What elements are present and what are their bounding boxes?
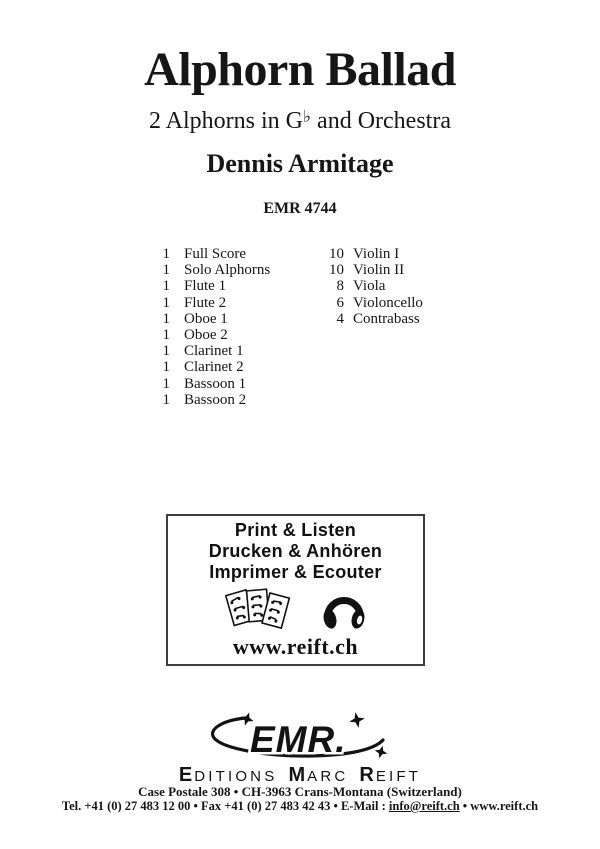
- instrument-name: Oboe 2: [184, 327, 228, 344]
- subtitle: [0, 108, 600, 134]
- instrument-name: Viola: [353, 278, 386, 295]
- flat-sign: ♭: [303, 107, 312, 126]
- instrument-quantity: 4: [336, 310, 344, 327]
- promo-icons-row: [168, 585, 423, 633]
- instrumentation-row: [148, 262, 270, 278]
- headphones-icon: [321, 585, 367, 633]
- contact-suffix: • www.reift.ch: [459, 799, 539, 813]
- emr-logo-graphic: [205, 711, 395, 763]
- instrumentation-right-column: [318, 246, 423, 327]
- publisher-word-initial: R: [359, 764, 376, 786]
- instrument-quantity: 1: [162, 294, 170, 311]
- page-title: Alphorn Ballad: [144, 43, 456, 96]
- contact-prefix: Tel. +41 (0) 27 483 12 00 • Fax +41 (0) 27 483 42 43 • E-Mail :: [61, 799, 389, 813]
- promo-line-english: Print & Listen: [234, 520, 357, 540]
- instrument-name: Bassoon 2: [184, 391, 247, 408]
- instrument-quantity: 1: [162, 327, 170, 344]
- instrument-quantity: 1: [162, 246, 170, 262]
- publisher-word-initial: E: [178, 764, 195, 786]
- instrument-quantity: 1: [162, 343, 170, 360]
- instrument-name: Contrabass: [353, 310, 420, 327]
- promo-line-french: Imprimer & Ecouter: [209, 562, 382, 582]
- instrumentation-row: [148, 343, 270, 359]
- instrument-name: Clarinet 1: [184, 343, 244, 360]
- instrumentation-left-column: [148, 246, 270, 408]
- email-link[interactable]: info@reift.ch: [388, 799, 460, 813]
- instrument-quantity: 1: [162, 278, 170, 295]
- instrumentation-row: [318, 278, 423, 294]
- instrument-quantity: 1: [162, 375, 170, 392]
- instrumentation-row: [148, 295, 270, 311]
- instrument-name: Flute 1: [184, 278, 227, 295]
- instrumentation-row: [318, 262, 423, 278]
- publisher-address: Case Postale 308 • CH-3963 Crans-Montana (Switzerland): [138, 784, 462, 799]
- catalog-number: EMR 4744: [263, 200, 337, 217]
- logo-text: EMR.: [250, 719, 347, 760]
- instrumentation-row: [148, 246, 270, 262]
- subtitle-prefix: 2 Alphorns in G: [149, 108, 304, 134]
- publisher-word-initial: M: [288, 764, 308, 786]
- instrument-quantity: 1: [162, 310, 170, 327]
- instrument-name: Clarinet 2: [184, 359, 244, 376]
- promo-line-german: Drucken & Anhören: [208, 541, 383, 561]
- instrument-quantity: 1: [162, 262, 170, 279]
- emr-logo: [205, 711, 395, 763]
- publisher-word-rest: ARC: [307, 768, 349, 785]
- instrumentation-row: [148, 392, 270, 408]
- instrumentation-row: [148, 278, 270, 294]
- composer-name: Dennis Armitage: [206, 149, 394, 178]
- instrumentation-row: [148, 311, 270, 327]
- instrument-name: Violoncello: [353, 294, 423, 311]
- instrument-name: Oboe 1: [184, 310, 228, 327]
- instrument-quantity: 1: [162, 391, 170, 408]
- instrument-quantity: 1: [162, 359, 170, 376]
- instrument-name: Violin II: [353, 262, 405, 279]
- instrument-quantity: 8: [336, 278, 344, 295]
- publisher-contact-line: [0, 799, 600, 814]
- instrumentation-row: [148, 376, 270, 392]
- instrument-name: Solo Alphorns: [184, 262, 271, 279]
- publisher-word-rest: EIFT: [375, 768, 422, 785]
- instrument-quantity: 10: [329, 262, 344, 279]
- sheet-music-icon: [225, 585, 291, 633]
- publisher-word-rest: DITIONS: [194, 768, 278, 785]
- print-and-listen-box: [166, 514, 425, 666]
- instrumentation-row: [148, 359, 270, 375]
- instrument-name: Flute 2: [184, 294, 227, 311]
- instrument-quantity: 6: [336, 294, 344, 311]
- instrument-quantity: 10: [329, 246, 344, 262]
- promo-website: www.reift.ch: [232, 634, 359, 659]
- instrument-name: Violin I: [353, 246, 400, 262]
- instrumentation-row: [148, 327, 270, 343]
- instrumentation-row: [318, 246, 423, 262]
- instrument-name: Bassoon 1: [184, 375, 247, 392]
- instrumentation-row: [318, 295, 423, 311]
- subtitle-suffix: and Orchestra: [311, 108, 451, 134]
- logo-star-top-right: [348, 711, 367, 729]
- instrument-name: Full Score: [184, 246, 247, 262]
- instrumentation-row: [318, 311, 423, 327]
